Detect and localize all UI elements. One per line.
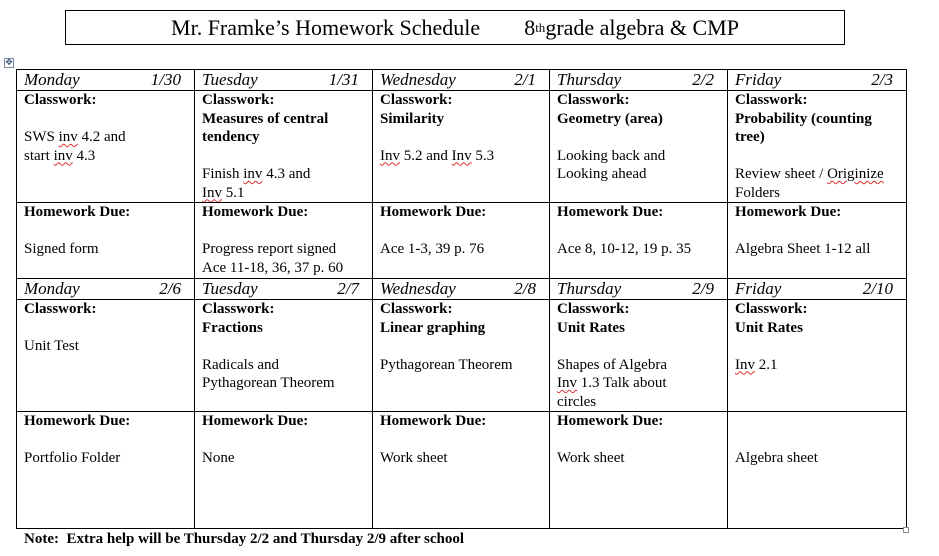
classwork-label: Classwork:	[557, 92, 630, 108]
classwork-line: Unit Test	[24, 338, 79, 354]
homework-cell[interactable]	[195, 412, 373, 529]
week1-homework-row	[17, 203, 907, 279]
day-header: Monday 2/6	[17, 279, 195, 300]
page-title: Mr. Framke’s Homework Schedule 8 th grade algebra & CMP	[65, 10, 845, 45]
classwork-label: Classwork:	[557, 301, 630, 317]
homework-cell[interactable]	[17, 412, 195, 529]
homework-label: Homework Due:	[380, 413, 487, 429]
classwork-label: Classwork:	[735, 92, 808, 108]
week2-day-row	[17, 279, 907, 300]
classwork-cell[interactable]	[550, 300, 728, 412]
classwork-cell[interactable]	[728, 91, 907, 203]
homework-line: Ace 8, 10-12, 19 p. 35	[557, 241, 692, 257]
classwork-label: Classwork:	[380, 92, 453, 108]
classwork-topic: Fractions	[202, 319, 263, 336]
classwork-topic: Probability (counting tree)	[735, 110, 872, 145]
week1-classwork-row	[17, 91, 907, 203]
classwork-topic: Unit Rates	[735, 319, 803, 336]
homework-cell[interactable]	[728, 203, 907, 279]
title-grade-number: 8	[524, 14, 536, 40]
classwork-line: Inv 1.3 Talk about	[557, 375, 667, 391]
week1-day-row	[17, 70, 907, 91]
classwork-line: Folders	[735, 184, 780, 201]
homework-schedule-table	[16, 69, 907, 529]
classwork-topic: Unit Rates	[557, 319, 625, 336]
classwork-label: Classwork:	[24, 92, 97, 108]
classwork-label: Classwork:	[380, 301, 453, 317]
classwork-cell[interactable]	[17, 91, 195, 203]
classwork-cell[interactable]	[195, 91, 373, 203]
homework-line: Algebra Sheet 1-12 all	[735, 241, 871, 257]
homework-cell[interactable]	[17, 203, 195, 279]
homework-line: Work sheet	[557, 450, 625, 466]
classwork-topic: Measures of central tendency	[202, 110, 329, 145]
homework-label: Homework Due:	[557, 204, 664, 220]
day-header: Monday 1/30	[17, 70, 195, 91]
day-header: Wednesday 2/1	[373, 70, 550, 91]
day-header: Wednesday 2/8	[373, 279, 550, 300]
classwork-topic: Linear graphing	[380, 319, 486, 336]
classwork-line: Inv 5.1	[202, 184, 245, 201]
classwork-line: Radicals and	[202, 356, 280, 373]
classwork-line: SWS inv 4.2 and	[24, 129, 126, 145]
classwork-line: Finish inv 4.3 and	[202, 166, 311, 182]
classwork-line: circles	[557, 393, 597, 410]
homework-cell[interactable]	[195, 203, 373, 279]
day-header: Friday 2/10	[728, 279, 907, 300]
homework-label: Homework Due:	[380, 204, 487, 220]
resize-handle-icon[interactable]	[903, 527, 909, 533]
classwork-cell[interactable]	[728, 300, 907, 412]
classwork-line: Inv 5.2 and Inv 5.3	[380, 147, 495, 164]
classwork-cell[interactable]	[195, 300, 373, 412]
homework-line: Progress report signed	[202, 241, 337, 257]
classwork-cell[interactable]	[17, 300, 195, 412]
classwork-line: Looking ahead	[557, 166, 647, 182]
homework-line: Ace 11-18, 36, 37 p. 60	[202, 259, 344, 276]
homework-label: Homework Due:	[557, 413, 664, 429]
homework-label: Homework Due:	[24, 413, 131, 429]
footer-note: Note: Extra help will be Thursday 2/2 and Thursday 2/9 after school	[24, 531, 465, 547]
classwork-line: Inv 2.1	[735, 356, 778, 373]
classwork-line: start inv 4.3	[24, 147, 96, 164]
homework-cell[interactable]	[373, 203, 550, 279]
homework-cell[interactable]	[550, 203, 728, 279]
title-grade-rest: grade algebra & CMP	[545, 14, 739, 40]
homework-cell[interactable]	[373, 412, 550, 529]
classwork-topic: Similarity	[380, 110, 445, 127]
day-header: Tuesday 1/31	[195, 70, 373, 91]
homework-label: Homework Due:	[24, 204, 131, 220]
day-header: Friday 2/3	[728, 70, 907, 91]
classwork-line: Looking back and	[557, 147, 666, 164]
move-handle-icon[interactable]: ✥	[5, 58, 13, 68]
classwork-label: Classwork:	[202, 301, 275, 317]
homework-line: Portfolio Folder	[24, 450, 121, 466]
classwork-cell[interactable]	[373, 300, 550, 412]
week2-homework-row	[17, 412, 907, 529]
title-teacher: Mr. Framke’s Homework Schedule	[171, 14, 481, 40]
homework-line: Ace 1-3, 39 p. 76	[380, 241, 485, 257]
classwork-label: Classwork:	[202, 92, 275, 108]
homework-cell[interactable]	[728, 412, 907, 529]
day-header: Thursday 2/9	[550, 279, 728, 300]
day-header: Tuesday 2/7	[195, 279, 373, 300]
homework-line: Algebra sheet	[735, 450, 818, 466]
classwork-cell[interactable]	[373, 91, 550, 203]
homework-label: Homework Due:	[202, 413, 309, 429]
classwork-line: Review sheet / Originize	[735, 166, 884, 182]
classwork-cell[interactable]	[550, 91, 728, 203]
classwork-label: Classwork:	[735, 301, 808, 317]
classwork-line: Pythagorean Theorem	[380, 356, 513, 373]
homework-line: Signed form	[24, 241, 99, 257]
classwork-line: Pythagorean Theorem	[202, 375, 335, 391]
classwork-line: Shapes of Algebra	[557, 356, 667, 373]
day-header: Thursday 2/2	[550, 70, 728, 91]
homework-label: Homework Due:	[202, 204, 309, 220]
classwork-topic: Geometry (area)	[557, 110, 663, 127]
week2-classwork-row	[17, 300, 907, 412]
homework-label: Homework Due:	[735, 204, 842, 220]
homework-cell[interactable]	[550, 412, 728, 529]
homework-line: None	[202, 450, 235, 466]
homework-line: Work sheet	[380, 450, 448, 466]
classwork-label: Classwork:	[24, 301, 97, 317]
